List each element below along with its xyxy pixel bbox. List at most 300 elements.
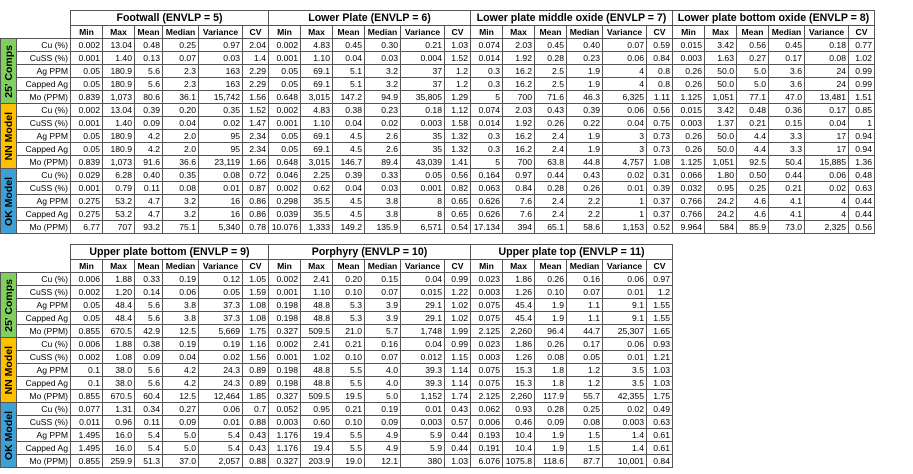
table-cell: 4.7 [135, 195, 163, 208]
table-cell: 0.86 [243, 195, 269, 208]
table-cell: 1.88 [103, 273, 135, 286]
group-header-row [1, 245, 673, 260]
table-cell: 1.92 [503, 117, 535, 130]
table-cell: 3.3 [769, 143, 805, 156]
table-cell: 0.40 [567, 39, 603, 52]
table-cell: 1,333 [301, 221, 333, 234]
table-cell: 0.04 [333, 52, 365, 65]
table-cell: 4.7 [135, 208, 163, 221]
table-cell: 0.06 [603, 104, 647, 117]
table-cell: 1.9 [567, 65, 603, 78]
table-cell: 0.015 [673, 39, 705, 52]
table-cell: 0.002 [71, 351, 103, 364]
table-cell: 1.9 [535, 429, 567, 442]
table-cell: 0.27 [163, 403, 199, 416]
table-row [1, 390, 673, 403]
table-cell: 1.88 [103, 338, 135, 351]
table-cell: 1.03 [647, 377, 673, 390]
table-cell: 0.09 [135, 351, 163, 364]
table-cell: 12,464 [199, 390, 243, 403]
table-cell: 15.3 [503, 364, 535, 377]
table-cell: 1.2 [445, 65, 471, 78]
table-cell: 3 [603, 130, 647, 143]
table-cell: 37.0 [163, 455, 199, 468]
table-cell: 24.2 [705, 195, 737, 208]
table-cell: 5.6 [135, 299, 163, 312]
table-cell: 50.0 [705, 143, 737, 156]
table-cell: 1.36 [849, 156, 875, 169]
table-cell: 45.4 [503, 299, 535, 312]
table-cell: 4.5 [333, 130, 365, 143]
table-cell: 39.3 [401, 364, 445, 377]
table-cell: 4.1 [769, 195, 805, 208]
table-row [1, 169, 875, 182]
table-cell: 1.40 [103, 117, 135, 130]
table-row [1, 182, 875, 195]
column-header: Max [103, 26, 135, 39]
table-cell: 0.855 [71, 455, 103, 468]
table-cell: 5.0 [163, 429, 199, 442]
table-cell: 1.32 [445, 130, 471, 143]
table-cell: 16.2 [503, 130, 535, 143]
table-cell: 0.26 [673, 78, 705, 91]
table-cell: 48.4 [103, 312, 135, 325]
table-cell: 0.17 [769, 52, 805, 65]
table-cell: 4 [603, 65, 647, 78]
column-header: Mean [135, 26, 163, 39]
table-cell: 65.1 [535, 221, 567, 234]
table-cell: 12.5 [163, 390, 199, 403]
table-cell: 3.8 [365, 208, 401, 221]
table-cell: 0.89 [243, 364, 269, 377]
table-cell: 0.38 [333, 104, 365, 117]
table-row [1, 156, 875, 169]
table-cell: 0.43 [243, 429, 269, 442]
table-cell: 0.3 [471, 78, 503, 91]
table-cell: 0.75 [647, 117, 673, 130]
table-cell: 0.03 [199, 52, 243, 65]
table-cell: 96.4 [535, 325, 567, 338]
column-header: Max [503, 260, 535, 273]
table-cell: 0.99 [849, 65, 875, 78]
table-cell: 0.003 [673, 52, 705, 65]
table-cell: 3,015 [301, 156, 333, 169]
table-cell: 1.59 [243, 286, 269, 299]
table-cell: 0.63 [647, 416, 673, 429]
table-cell: 19.4 [301, 429, 333, 442]
table-cell: 1.1 [567, 312, 603, 325]
table-cell: 1.5 [567, 429, 603, 442]
table-cell: 0.191 [471, 442, 503, 455]
table-cell: 0.85 [849, 104, 875, 117]
table-cell: 135.9 [365, 221, 401, 234]
column-header: Max [301, 260, 333, 273]
table-cell: 5.7 [365, 325, 401, 338]
table-cell: 58.6 [567, 221, 603, 234]
table-cell: 0.003 [401, 117, 445, 130]
table-cell: 0.95 [705, 182, 737, 195]
table-cell: 1.12 [445, 104, 471, 117]
table-cell: 0.039 [269, 208, 301, 221]
table-cell: 10,001 [603, 455, 647, 468]
table-cell: 1.47 [243, 117, 269, 130]
table-cell: 0.02 [603, 169, 647, 182]
table-cell: 0.22 [567, 117, 603, 130]
table-cell: 1.51 [849, 91, 875, 104]
table-cell: 5,340 [199, 221, 243, 234]
table-cell: 4.2 [163, 364, 199, 377]
table-cell: 71.6 [535, 91, 567, 104]
table-cell: 4.4 [737, 143, 769, 156]
group-header: Upper plate top (ENVLP = 11) [471, 245, 673, 260]
table-cell: 1.58 [445, 117, 471, 130]
table-cell: 0.08 [163, 182, 199, 195]
table-cell: 0.39 [333, 169, 365, 182]
table-cell: 0.79 [103, 182, 135, 195]
table-cell: 0.97 [503, 169, 535, 182]
table-cell: 0.011 [71, 416, 103, 429]
table-cell: 0.95 [301, 403, 333, 416]
table-cell: 0.626 [471, 208, 503, 221]
table-cell: 0.89 [243, 377, 269, 390]
table-cell: 0.04 [401, 273, 445, 286]
table-cell: 1075.8 [503, 455, 535, 468]
table-cell: 1.2 [647, 286, 673, 299]
column-header: Max [503, 26, 535, 39]
table-cell: 0.05 [401, 169, 445, 182]
table-cell: 1.08 [243, 299, 269, 312]
table-cell: 4.5 [333, 143, 365, 156]
corner-blank [17, 260, 71, 273]
table-cell: 0.023 [471, 338, 503, 351]
row-label: Mo (PPM) [17, 221, 71, 234]
table-cell: 1.86 [503, 338, 535, 351]
table-cell: 16.2 [503, 65, 535, 78]
table-cell: 0.07 [567, 286, 603, 299]
table-cell: 0.766 [673, 195, 705, 208]
table-cell: 1.14 [445, 377, 471, 390]
table-cell: 5.0 [737, 65, 769, 78]
column-header: Mean [535, 260, 567, 273]
table-cell: 1.75 [243, 325, 269, 338]
table-cell: 1.74 [445, 390, 471, 403]
table-row [1, 91, 875, 104]
table-cell: 0.43 [567, 169, 603, 182]
table-row [1, 65, 875, 78]
table-cell: 17.134 [471, 221, 503, 234]
table-cell: 0.002 [71, 39, 103, 52]
table-cell: 0.16 [365, 338, 401, 351]
table-cell: 0.09 [535, 416, 567, 429]
table-cell: 180.9 [103, 130, 135, 143]
row-label: Cu (%) [17, 104, 71, 117]
table-cell: 16.2 [503, 143, 535, 156]
table-cell: 0.50 [737, 169, 769, 182]
table-cell: 5 [471, 91, 503, 104]
table-cell: 0.04 [333, 182, 365, 195]
table-cell: 0.94 [849, 130, 875, 143]
table-cell: 5 [471, 156, 503, 169]
table-cell: 0.001 [269, 117, 301, 130]
table-cell: 3.9 [365, 299, 401, 312]
table-cell: 0.006 [471, 416, 503, 429]
table-cell: 2.29 [243, 65, 269, 78]
table-cell: 2.03 [503, 39, 535, 52]
table-cell: 0.006 [71, 273, 103, 286]
table-cell: 19.0 [333, 455, 365, 468]
table-cell: 0.86 [243, 208, 269, 221]
table-cell: 4.2 [135, 143, 163, 156]
column-header: CV [647, 260, 673, 273]
table-cell: 0.066 [673, 169, 705, 182]
column-header: Median [365, 26, 401, 39]
table-cell: 0.48 [737, 104, 769, 117]
table-cell: 380 [401, 455, 445, 468]
table-cell: 69.1 [301, 130, 333, 143]
table-cell: 3.5 [603, 364, 647, 377]
table-cell: 0.002 [269, 104, 301, 117]
table-cell: 0.44 [849, 195, 875, 208]
table-cell: 2.6 [365, 143, 401, 156]
table-cell: 0.06 [163, 286, 199, 299]
table-cell: 0.26 [673, 65, 705, 78]
row-label: Mo (PPM) [17, 455, 71, 468]
table-cell: 4.0 [365, 364, 401, 377]
table-cell: 1,152 [401, 390, 445, 403]
table-cell: 44.7 [567, 325, 603, 338]
table-cell: 87.7 [567, 455, 603, 468]
table-row [1, 130, 875, 143]
table-cell: 0.298 [269, 195, 301, 208]
row-label: Mo (PPM) [17, 91, 71, 104]
table-cell: 45.4 [503, 312, 535, 325]
table-cell: 0.648 [269, 156, 301, 169]
table-cell: 3.8 [163, 312, 199, 325]
table-cell: 0.73 [647, 143, 673, 156]
table-row [1, 325, 673, 338]
table-cell: 0.37 [647, 195, 673, 208]
table-cell: 3.42 [705, 39, 737, 52]
table-cell: 0.94 [849, 143, 875, 156]
table-cell: 0.21 [401, 39, 445, 52]
table-cell: 0.19 [163, 273, 199, 286]
table-cell: 1.9 [567, 78, 603, 91]
row-label: Mo (PPM) [17, 325, 71, 338]
table-cell: 29.1 [401, 299, 445, 312]
table-row [1, 39, 875, 52]
table-cell: 16.2 [503, 78, 535, 91]
table-cell: 2.2 [567, 195, 603, 208]
table-cell: 0.84 [647, 52, 673, 65]
table-cell: 3.9 [365, 312, 401, 325]
table-cell: 0.04 [163, 351, 199, 364]
column-header: Mean [333, 26, 365, 39]
column-header: CV [445, 26, 471, 39]
table-cell: 1.03 [445, 455, 471, 468]
table-row [1, 455, 673, 468]
table-cell: 1.03 [647, 364, 673, 377]
table-cell: 0.198 [269, 364, 301, 377]
table-cell: 0.012 [401, 351, 445, 364]
table-cell: 0.10 [535, 286, 567, 299]
block-label: NN Model [2, 111, 15, 161]
table-cell: 180.9 [103, 78, 135, 91]
table-cell: 1.9 [567, 143, 603, 156]
table-cell: 5.4 [135, 429, 163, 442]
row-label: Capped Ag [17, 442, 71, 455]
table-cell: 13.04 [103, 39, 135, 52]
table-cell: 163 [199, 65, 243, 78]
table-cell: 0.03 [365, 182, 401, 195]
table-cell: 0.02 [199, 117, 243, 130]
table-cell: 1.99 [445, 325, 471, 338]
table-cell: 92.5 [737, 156, 769, 169]
table-row [1, 312, 673, 325]
table-cell: 0.78 [243, 221, 269, 234]
table-cell: 0.56 [849, 221, 875, 234]
table-cell: 0.3 [471, 65, 503, 78]
row-label: Mo (PPM) [17, 390, 71, 403]
table-cell: 0.8 [647, 65, 673, 78]
table-cell: 5.0 [737, 78, 769, 91]
table-cell: 1.26 [503, 286, 535, 299]
table-cell: 1.08 [243, 312, 269, 325]
table-cell: 0.25 [737, 182, 769, 195]
table-cell: 1.5 [567, 442, 603, 455]
table-row [1, 117, 875, 130]
column-header: Min [269, 26, 301, 39]
table-cell: 5.6 [135, 65, 163, 78]
table-cell: 1.9 [535, 312, 567, 325]
table-cell: 63.8 [535, 156, 567, 169]
table-cell: 1.176 [269, 442, 301, 455]
table-cell: 2.125 [471, 325, 503, 338]
table-cell: 2.41 [301, 273, 333, 286]
block-label: 25' Comps [2, 278, 15, 332]
table-cell: 0.35 [163, 169, 199, 182]
table-cell: 0.01 [199, 182, 243, 195]
table-cell: 0.075 [471, 364, 503, 377]
table-cell: 163 [199, 78, 243, 91]
table-cell: 16 [199, 195, 243, 208]
table-cell: 3.2 [365, 65, 401, 78]
table-cell: 6.77 [71, 221, 103, 234]
table-cell: 16 [199, 208, 243, 221]
table-cell: 0.001 [269, 351, 301, 364]
column-header: Mean [737, 26, 769, 39]
table-cell: 0.198 [269, 377, 301, 390]
table-cell: 0.275 [71, 195, 103, 208]
table-cell: 0.05 [269, 65, 301, 78]
table-row [1, 364, 673, 377]
table-cell: 0.839 [71, 156, 103, 169]
table-cell: 0.40 [135, 169, 163, 182]
table-cell: 95 [199, 143, 243, 156]
table-cell: 48.8 [301, 364, 333, 377]
table-cell: 0.003 [603, 416, 647, 429]
block-label-cell [1, 39, 17, 104]
table-cell: 1.56 [243, 351, 269, 364]
table-cell: 0.05 [71, 130, 103, 143]
table-cell: 1.1 [567, 299, 603, 312]
table-cell: 0.032 [673, 182, 705, 195]
column-header: Max [301, 26, 333, 39]
table-cell: 1.52 [243, 104, 269, 117]
table-row [1, 442, 673, 455]
table-cell: 1.85 [243, 390, 269, 403]
table-cell: 43,039 [401, 156, 445, 169]
table-cell: 91.6 [135, 156, 163, 169]
table-cell: 10.076 [269, 221, 301, 234]
table-cell: 1.8 [535, 364, 567, 377]
table-cell: 5.3 [333, 299, 365, 312]
table-cell: 1.55 [647, 312, 673, 325]
table-cell: 1.2 [567, 364, 603, 377]
table-cell: 0.001 [401, 182, 445, 195]
table-cell: 0.26 [535, 273, 567, 286]
table-cell: 0.28 [535, 403, 567, 416]
table-cell: 0.17 [805, 104, 849, 117]
table-cell: 0.18 [805, 39, 849, 52]
table-cell: 0.57 [445, 416, 471, 429]
table-cell: 19.5 [333, 390, 365, 403]
table-cell: 0.02 [603, 403, 647, 416]
table-cell: 4.2 [135, 130, 163, 143]
corner-blank [1, 245, 17, 260]
table-cell: 0.88 [243, 416, 269, 429]
table-cell: 0.77 [849, 39, 875, 52]
column-header: Variance [603, 260, 647, 273]
table-cell: 0.73 [647, 130, 673, 143]
table-cell: 1.52 [445, 52, 471, 65]
table-cell: 5.4 [199, 429, 243, 442]
table-cell: 707 [103, 221, 135, 234]
table-cell: 0.002 [269, 182, 301, 195]
table-cell: 36.1 [163, 91, 199, 104]
column-header: Median [769, 26, 805, 39]
table-cell: 75.1 [163, 221, 199, 234]
table-cell: 0.327 [269, 455, 301, 468]
table-cell: 0.05 [199, 286, 243, 299]
table-cell: 1,073 [103, 91, 135, 104]
column-header-row [1, 26, 875, 39]
table-cell: 0.61 [647, 429, 673, 442]
table-cell: 0.20 [163, 104, 199, 117]
table-row [1, 286, 673, 299]
table-cell: 2.0 [163, 143, 199, 156]
table-cell: 8 [401, 195, 445, 208]
table-cell: 6,325 [603, 91, 647, 104]
table-cell: 0.06 [805, 169, 849, 182]
table-cell: 1.29 [445, 91, 471, 104]
table-cell: 0.002 [269, 39, 301, 52]
table-cell: 0.21 [333, 403, 365, 416]
table-cell: 6,571 [401, 221, 445, 234]
row-label: Capped Ag [17, 377, 71, 390]
table-cell: 0.075 [471, 299, 503, 312]
table-cell: 24.3 [199, 364, 243, 377]
table-cell: 1.176 [269, 429, 301, 442]
table-cell: 0.05 [71, 143, 103, 156]
table-cell: 2.03 [503, 104, 535, 117]
table-cell: 0.93 [647, 338, 673, 351]
table-cell: 4,757 [603, 156, 647, 169]
table-cell: 35,805 [401, 91, 445, 104]
table-cell: 0.45 [535, 39, 567, 52]
table-cell: 1.21 [647, 351, 673, 364]
table-cell: 0.164 [471, 169, 503, 182]
table-cell: 700 [503, 91, 535, 104]
